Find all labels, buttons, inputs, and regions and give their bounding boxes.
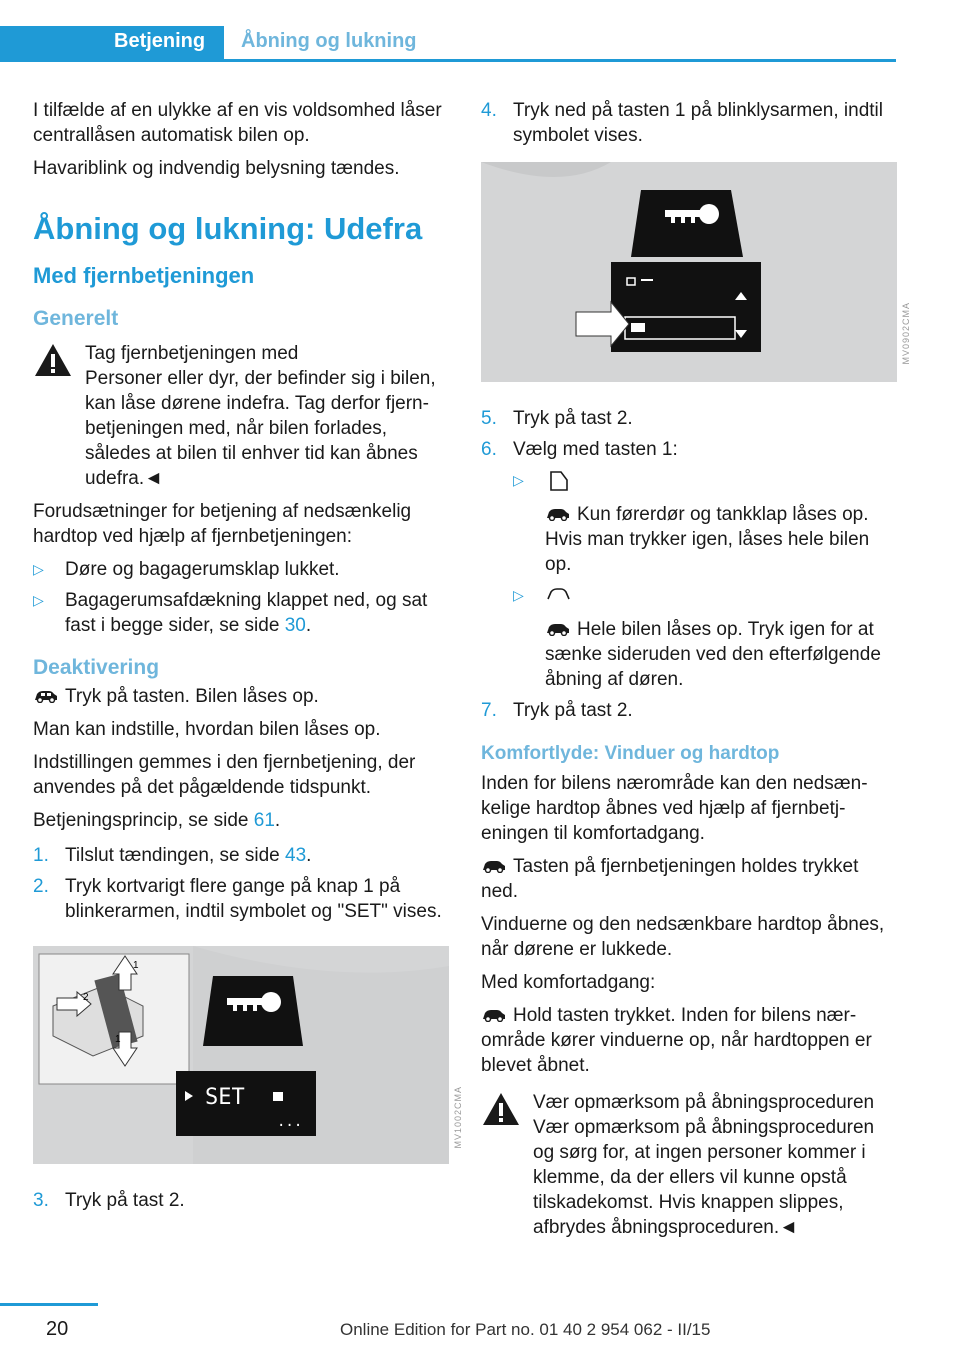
paragraph: Tryk på tasten. Bilen låses op. [33,684,449,709]
paragraph: Indstillingen gemmes i den fjernbetjening, der anvendes på det pågældende tidspunkt. [33,752,416,798]
paragraph: Forudsætninger for betjening af nedsænkelig hardtop ved hjælp af fjernbetjeningen: [33,501,412,547]
warning-icon [33,342,73,378]
section-tab-betjening: Betjening [0,26,224,62]
steps-list [481,98,897,148]
warning-icon [481,1091,521,1127]
warning-block [481,1090,897,1240]
footer-rule [0,1303,98,1306]
list-item: ▷ Hele bilen låses op. Tryk igen for at sænke sideruden ved den efterfølgende åbning af døren. [513,583,897,692]
warning-title: Vær opmærksom på åbningsproceduren [533,1092,875,1113]
page-header [0,26,896,62]
warning-body: Vær opmærksom på åbningsproceduren og sørg for, at ingen personer kommer i klemme, da der ellers vil kunne opstå tilskadekomst. Hvis knappen slippes, afbrydes åbningsproceduren.◄ [533,1117,875,1238]
page-link[interactable]: 61 [253,810,275,831]
heading-h3: Generelt [33,307,119,330]
figure-illustration [481,162,897,382]
paragraph: Hold tasten trykket. Inden for bilens nærområde kører vinduerne op, når hardtoppen er blevet åbnet. [481,1005,872,1076]
list-item: 5. Tryk på tast 2. [481,408,633,429]
heading-h2: Med fjernbetjeningen [33,263,255,288]
paragraph: I tilfælde af en ulykke af en vis voldsomhed låser centrallåsen automatisk bilen op. [33,100,442,146]
car-unlock-icon [545,583,571,609]
page-number: 20 [46,1318,69,1340]
car-icon [481,858,507,873]
list-item: 3. Tryk på tast 2. [33,1190,185,1211]
dots-label: ... [277,1114,303,1130]
figure-code: MV0902CMA [901,302,911,365]
page-link[interactable]: 43 [285,845,307,866]
paragraph: Vinduerne og den nedsænkbare hardtop åbnes, når dørene er lukkede. [481,914,885,960]
list-item: 1. Tilslut tændingen, se side 43. [33,845,312,866]
door-unlock-icon [545,468,571,494]
heading-h3: Deaktivering [33,656,160,679]
car-icon [545,621,571,636]
figure-cluster-display [481,162,911,382]
steps-list [33,843,449,924]
figure-illustration [33,946,449,1164]
car-icon [481,1007,507,1022]
section-tab-aabning: Åbning og lukning [241,30,417,52]
warning-title: Tag fjernbetjeningen med [85,343,299,364]
heading-h4: Komfortlyde: Vinduer og hardtop [481,743,780,764]
edition-text: Online Edition for Part no. 01 40 2 954 062 - II/15 [340,1320,711,1339]
left-column [33,98,463,1223]
warning-block [33,341,449,491]
paragraph: Havariblink og indvendig belysning tændes. [33,158,400,179]
figure-blinker-set [33,946,463,1164]
page-link[interactable]: 30 [284,615,306,636]
heading-h1: Åbning og lukning: Udefra [33,211,423,246]
figure-number-1b: 1 [115,1034,121,1045]
list-item: 6. Vælg med tasten 1: ▷ Kun førerdør og tankklap låses op. Hvis man trykker igen, låses hele bilen op. ▷ Hele bilen låses op. Tryk igen for at sænke sideruden ved den efterfølgende åbning af døren. [481,437,897,692]
figure-code: MV1002CMA [453,1086,463,1149]
set-label: SET [205,1085,245,1110]
paragraph: Inden for bilens nærområde kan den nedsænkelige hardtop åbnes ved hjælp af fjernbetjeningen til komfortadgang. [481,773,868,844]
right-column [481,98,911,1240]
car-icon [545,506,571,521]
paragraph: Med komfortadgang: [481,972,656,993]
paragraph: Betjeningsprincip, se side 61. [33,810,281,831]
paragraph: Man kan indstille, hvordan bilen låses op. [33,719,381,740]
list-item: ▷ Kun førerdør og tankklap låses op. Hvis man trykker igen, låses hele bilen op. [513,468,897,577]
paragraph: Tasten på fjernbetjeningen holdes trykket ned. [481,856,859,902]
bullet-list [33,557,449,638]
figure-number-2: 2 [83,992,89,1003]
list-item: 7. Tryk på tast 2. [481,700,633,721]
steps-list [33,1188,449,1213]
list-item: 4. Tryk ned på tasten 1 på blinklysarmen, indtil symbolet vises. [481,100,883,146]
list-item: ▷ Bagagerumsafdækning klappet ned, og sat fast i begge sider, se side 30. [33,590,428,636]
option-list [513,468,897,692]
warning-body: Personer eller dyr, der befinder sig i bilen, kan låse dørene indefra. Tag derfor fjernbetjeningen med, når bilen forlades, således at bilen til enhver tid kan åbnes udefra.◄ [85,368,436,489]
list-item: 2. Tryk kortvarigt flere gange på knap 1 på blinkerarmen, indtil symbolet og "SET" vises. [33,876,442,922]
figure-number-1: 1 [133,960,139,971]
header-rule [0,59,896,62]
car-icon [33,688,59,703]
list-item: ▷ Døre og bagagerumsklap lukket. [33,559,340,580]
steps-list [481,406,897,723]
